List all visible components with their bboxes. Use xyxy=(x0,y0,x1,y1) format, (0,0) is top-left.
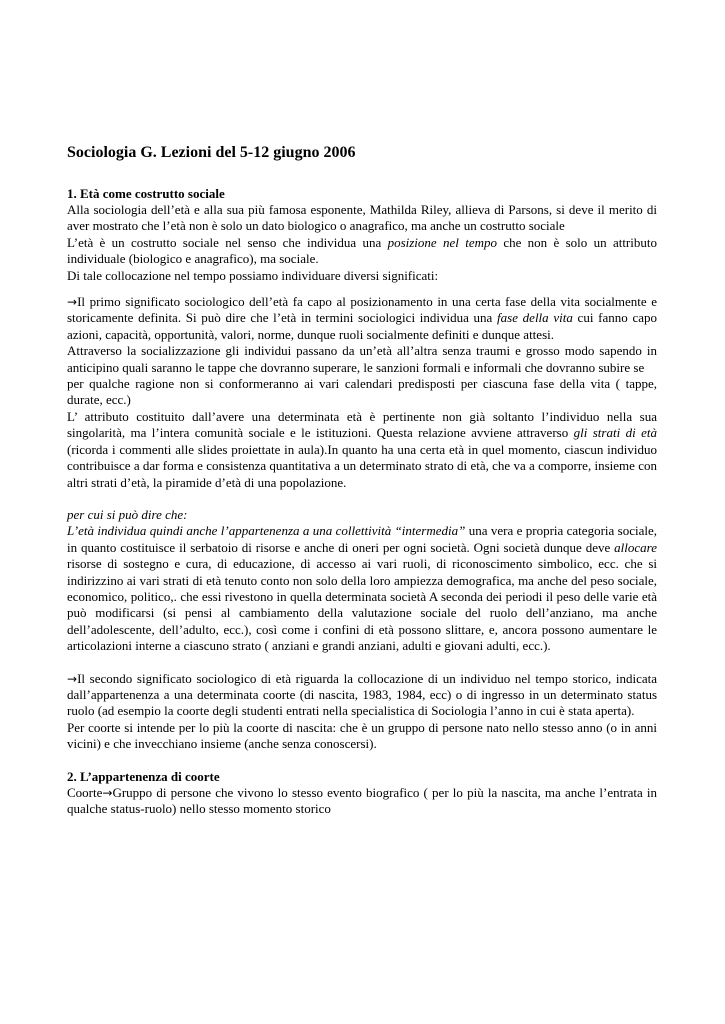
paragraph: L’età individua quindi anche l’appartenenza a una collettività “intermedia” una vera e propria categoria sociale, in quanto costituisce il serbatoio di risorse e anche di oneri per ogni società. Ogni società dunque deve allocare risorse di sostegno e cura, di educazione, di accesso ai vari ruoli, di riconoscimento simbolico, ecc. che si indirizzino ai vari strati di età tenuto conto non solo della loro ampiezza demografica, ma anche del peso sociale, economico, politico,. che essi rivestono in quella determinata società A seconda dei periodi il peso delle varie età può modificarsi (si pensi al cambiamento della valutazione sociale del ruolo dell’anziano, ma anche dell’adolescente, dell’adulto, ecc.), così come i confini di età possono slittare, e, ancora possono aumentare le articolazioni interne a ciascuno strato ( anziani e grandi anziani, adulti e giovani adulti, ecc.). xyxy=(67,523,657,654)
paragraph: L’ attributo costituito dall’avere una determinata età è pertinente non già soltanto l’individuo nella sua singolarità, ma l’intera comunità sociale e le istituzioni. Questa relazione avviene attraverso gli strati di età (ricorda i commenti alle slides proiettate in aula).In quanto ha una certa età in quel momento, ciascun individuo contribuisce a dar forma e consistenza quantitativa a un determinato strato di età, che va a comporre, insieme con altri strati d’età, la piramide d’età di una popolazione. xyxy=(67,408,657,490)
paragraph: Alla sociologia dell’età e alla sua più famosa esponente, Mathilda Riley, allieva di Parsons, si deve il merito di aver mostrato che l’età non è solo un dato biologico o anagrafico, ma anche un costrutto sociale xyxy=(67,202,657,234)
paragraph: Coorte→Gruppo di persone che vivono lo stesso evento biografico ( per lo più la nascita, ma anche l’entrata in qualche status-ruolo) nello stesso momento storico xyxy=(67,784,657,816)
paragraph: Attraverso la socializzazione gli individui passano da un’età all’altra senza traumi e grosso modo sapendo in anticipino quali saranno le tappe che dovranno superare, le sanzioni formali e informali che dovranno subire se xyxy=(67,343,657,375)
paragraph: →Il secondo significato sociologico di età riguarda la collocazione di un individuo nel tempo storico, indicata dall’appartenenza a una determinata coorte (di nascita, 1983, 1984, ecc) o di ingresso in un determinato status ruolo (ad esempio la coorte degli studenti entrati nella specialistica di Sociologia l’anno in cui è stata aperta). xyxy=(67,670,657,719)
arrow-right-icon: → xyxy=(102,785,113,800)
paragraph: Di tale collocazione nel tempo possiamo individuare diversi significati: xyxy=(67,267,439,283)
document-title: Sociologia G. Lezioni del 5-12 giugno 2006 xyxy=(67,144,356,161)
paragraph: L’età è un costrutto sociale nel senso che individua una posizione nel tempo che non è solo un attributo individuale (biologico e anagrafico), ma sociale. xyxy=(67,234,657,267)
arrow-right-icon: → xyxy=(67,295,78,310)
paragraph: Per coorte si intende per lo più la coorte di nascita: che è un gruppo di persone nato nello stesso anno (o in anni vicini) e che invecchiano insieme (anche senza conoscersi). xyxy=(67,719,657,752)
document-page xyxy=(67,143,657,817)
paragraph: per qualche ragione non si conformeranno ai vari calendari predisposti per ciascuna fase della vita ( tappe, durate, ecc.) xyxy=(67,376,657,408)
paragraph: →Il primo significato sociologico dell’età fa capo al posizionamento in una certa fase della vita socialmente e storicamente definita. Si può dire che l’età in termini sociologici individua una fase della vita cui fanno capo azioni, capacità, opportunità, valori, norme, dunque ruoli socialmente definiti e dunque attesi. xyxy=(67,294,657,342)
paragraph: per cui si può dire che: xyxy=(67,506,188,522)
section-1-heading: 1. Età come costrutto sociale xyxy=(67,186,225,201)
arrow-right-icon: → xyxy=(67,671,78,686)
section-2-heading: 2. L’appartenenza di coorte xyxy=(67,768,220,784)
